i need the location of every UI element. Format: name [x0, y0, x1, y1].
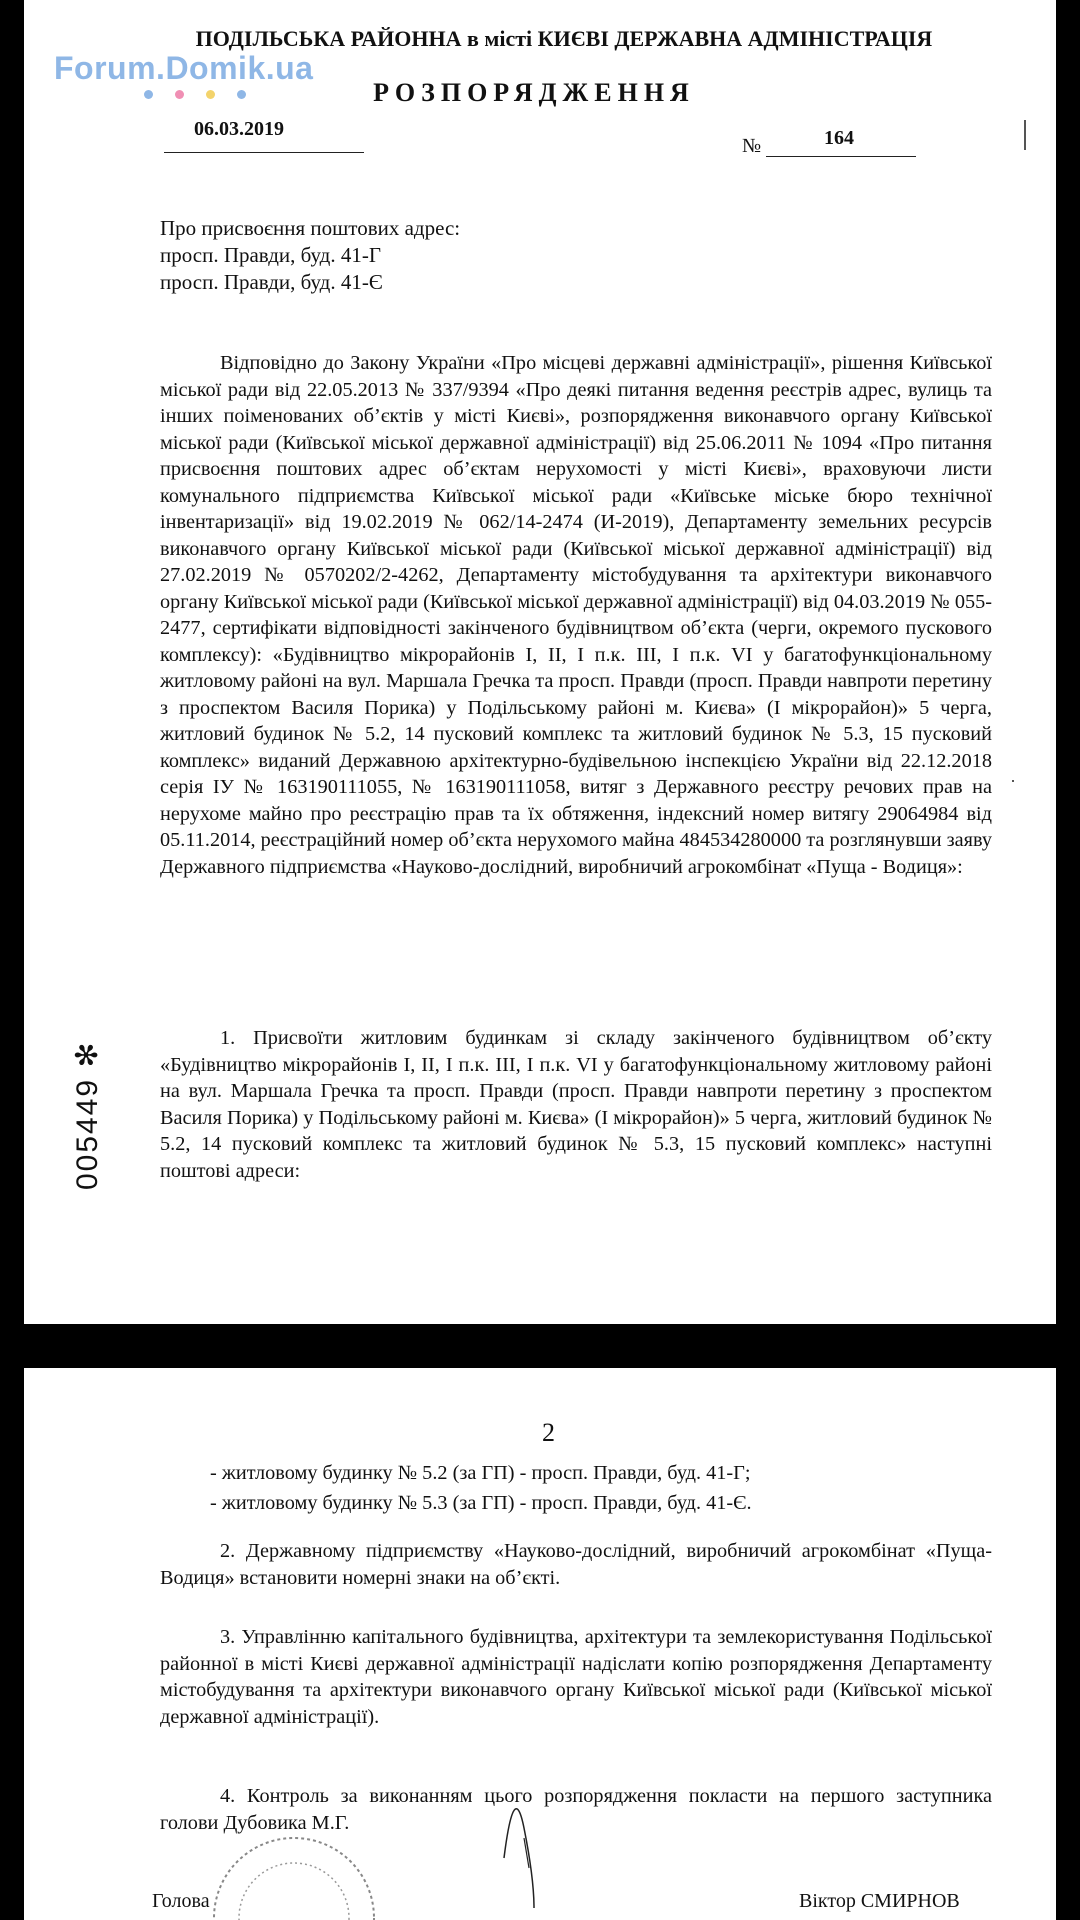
organization-name: ПОДІЛЬСЬКА РАЙОННА в місті КИЄВІ ДЕРЖАВНА АДМІНІСТРАЦІЯ	[195, 26, 933, 51]
preamble-paragraph: Відповідно до Закону України «Про місцеві державні адміністрації», рішення Київської міської ради від 22.05.2013 № 337/9394 «Про деякі питання ведення реєстрів адрес, вулиць та інших поіменованих об’єктів у місті Києві», розпорядження виконавчого органу Київської міської ради (Київської міської державної адміністрації) від 25.06.2011 № 1094 «Про питання присвоєння поштових адрес об’єктам нерухомості у місті Києві», враховуючи листи комунального підприємства Київської міської ради «Київське міське бюро технічної інвентаризації» від 19.02.2019 № 062/14-2474 (И-2019), Департаменту земельних ресурсів виконавчого органу Київської міської ради (Київської міської державної адміністрації) від 27.02.2019 № 0570202/2-4262, Департаменту містобудування та архітектури виконавчого органу Київської міської ради (Київської міської державної адміністрації) від 04.03.2019 № 055-2477, сертифікати відповідності закінченого будівництвом об’єкта (черги, окремого пускового комплексу): «Будівництво мікрорайонів І, ІІ, І п.к. ІІІ, І п.к. VІ у багатофункціональному житловому районі на вул. Маршала Гречка та просп. Правди (просп. Правди навпроти перетину з проспектом Василя Порика) у Подільському районі м. Києва» (І мікрорайон)» 5 черга, житловий будинок № 5.2, 14 пусковий комплекс та житловий будинок № 5.3, 15 пусковий комплекс» виданий Державною архітектурно-будівельною інспекцією України від 22.12.2018 серія ІУ № 163190111055, № 163190111058, витяг з Державного реєстру речових прав на нерухоме майно про реєстрацію прав та їх обтяження, індексний номер витягу 29064984 від 05.11.2014, реєстраційний номер об’єкта нерухомого майна 484534280000 та розглянувши заяву Державного підприємства «Науково-дослідний, виробничий агрокомбінат «Пуща - Водиця»:	[160, 352, 992, 878]
clause-4-paragraph: 4. Контроль за виконанням цього розпорядження покласти на першого заступника голови Дубовика М.Г.	[160, 1785, 992, 1834]
document-title: РОЗПОРЯДЖЕННЯ	[373, 78, 695, 107]
number-underline	[766, 156, 916, 157]
address-list	[210, 1458, 752, 1518]
number-label: №	[742, 135, 762, 157]
subject-line: Про присвоєння поштових адрес:	[160, 216, 461, 240]
side-registration-stamp: 005449 ✻	[71, 1040, 104, 1190]
list-item: - житловому будинку № 5.3 (за ГП) - просп. Правди, буд. 41-Є.	[210, 1492, 752, 1514]
signature-name: Віктор СМИРНОВ	[799, 1890, 960, 1912]
clause-2-paragraph: 2. Державному підприємству «Науково-дослідний, виробничий агрокомбінат «Пуща-Водиця» встановити номерні знаки на об’єкті.	[160, 1540, 992, 1589]
document-date: 06.03.2019	[194, 118, 284, 140]
watermark-dot	[237, 90, 246, 99]
watermark-dot	[144, 90, 153, 99]
subject-line: просп. Правди, буд. 41-Г	[160, 243, 382, 267]
watermark-dot	[206, 90, 215, 99]
scan-speck	[1012, 780, 1014, 782]
scan-speck	[1024, 120, 1026, 150]
document-number: 164	[824, 127, 854, 149]
clause-1-paragraph: 1. Присвоїти житловим будинкам зі складу закінченого будівництвом об’єкту «Будівництво мікрорайонів І, ІІ, І п.к. ІІІ, І п.к. VІ у багатофункціональному житловому районі на вул. Маршала Гречка та просп. Правди (просп. Правди навпроти перетину з проспектом Василя Порика) у Подільському районі м. Києва» (І мікрорайон)» 5 черга, житловий будинок № 5.2, 14 пусковий комплекс та житловий будинок № 5.3, 15 пусковий комплекс» наступні поштові адреси:	[160, 1027, 992, 1182]
signature-role: Голова	[152, 1890, 210, 1912]
watermark-dots	[144, 86, 268, 104]
subject-line: просп. Правди, буд. 41-Є	[160, 270, 383, 294]
handwritten-signature	[494, 1768, 614, 1918]
official-seal	[204, 1823, 384, 1920]
page-number: 2	[542, 1418, 555, 1447]
forum-watermark: Forum.Domik.ua	[54, 50, 314, 86]
date-underline	[164, 152, 364, 153]
document-page-1	[24, 0, 1056, 1324]
clause-3-paragraph: 3. Управлінню капітального будівництва, архітектури та землекористування Подільської районної в місті Києві державної адміністрації надіслати копію розпорядження Департаменту містобудування та архітектури виконавчого органу Київської міської ради (Київської міської державної адміністрації).	[160, 1626, 992, 1728]
watermark-dot	[175, 90, 184, 99]
document-page-2	[24, 1368, 1056, 1920]
subject-block	[160, 215, 460, 296]
list-item: - житловому будинку № 5.2 (за ГП) - просп. Правди, буд. 41-Г;	[210, 1462, 751, 1484]
